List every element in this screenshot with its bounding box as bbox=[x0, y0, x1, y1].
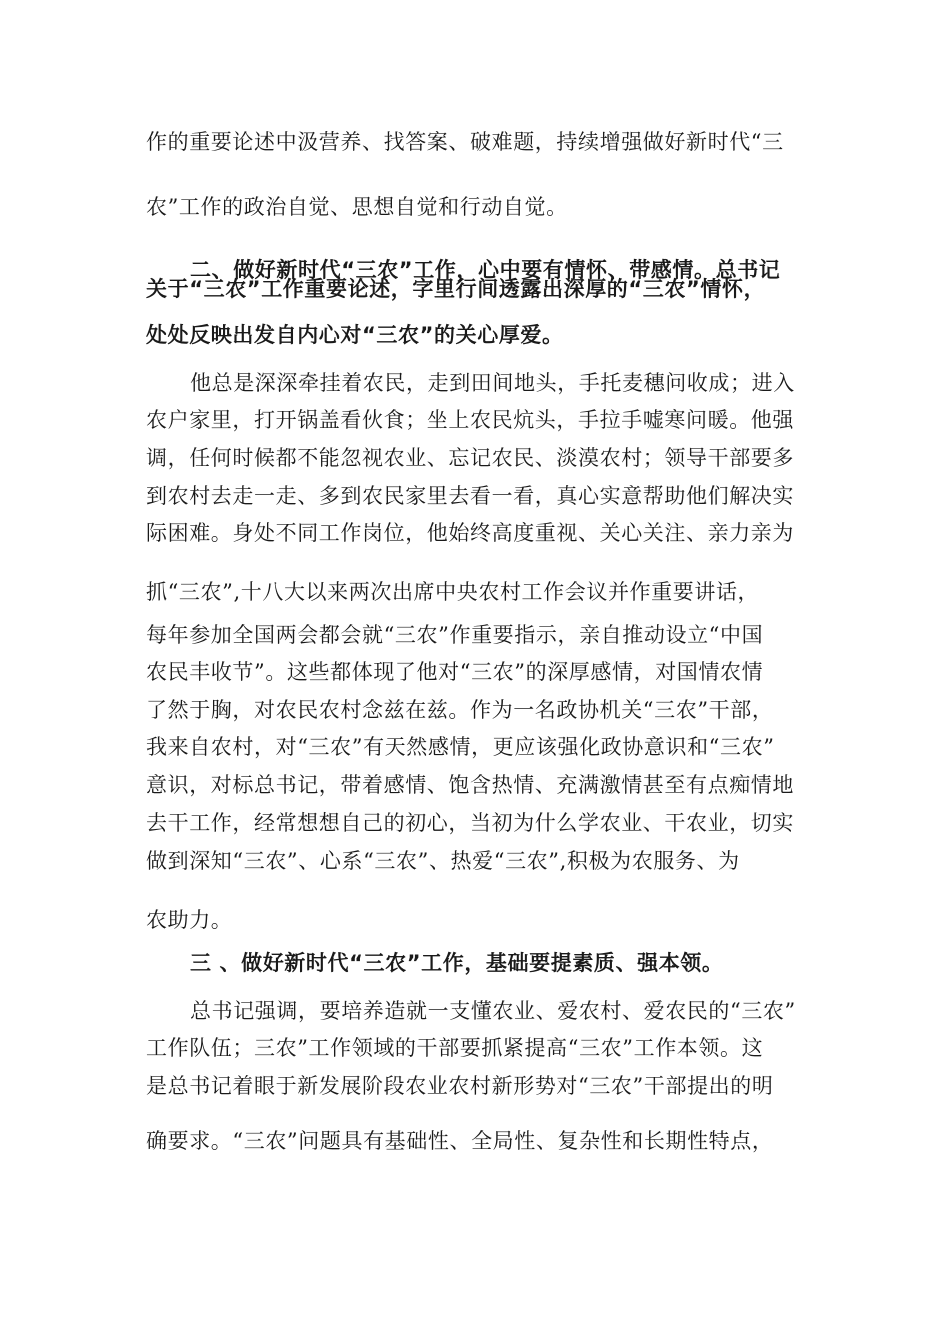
body-line: 际困难。身处不同工作岗位，他始终高度重视、关心关注、亲力亲为 bbox=[146, 521, 794, 545]
section-heading-2-line-3: 处处反映出发自内心对“三农”的关心厚爱。 bbox=[146, 323, 564, 347]
body-line: 是总书记着眼于新发展阶段农业农村新形势对“三农”干部提出的明 bbox=[146, 1074, 774, 1098]
body-line: 到农村去走一走、多到农民家里去看一看，真心实意帮助他们解决实 bbox=[146, 484, 794, 508]
body-line: 工作队伍；三农”工作领域的干部要抓紧提高“三农”工作本领。这 bbox=[146, 1036, 764, 1060]
body-line: 农助力。 bbox=[146, 908, 233, 932]
body-line: 作的重要论述中汲营养、找答案、破难题，持续增强做好新时代“三 bbox=[146, 130, 784, 154]
section-heading-2: 二、做好新时代“三农”工作，心中要有情怀、带感情。总书记 bbox=[190, 258, 781, 282]
body-line: 每年参加全国两会都会就“三农”作重要指示，亲自推动设立“中国 bbox=[146, 623, 764, 647]
body-line: 农”工作的政治自觉、思想自觉和行动自觉。 bbox=[146, 195, 568, 219]
body-line: 意识，对标总书记，带着感情、饱含热情、充满激情甚至有点痴情地 bbox=[146, 773, 794, 797]
body-line: 抓“三农”,十八大以来两次出席中央农村工作会议并作重要讲话， bbox=[146, 580, 760, 604]
body-line: 了然于胸，对农民农村念兹在兹。作为一名政协机关“三农”干部， bbox=[146, 698, 774, 722]
body-line: 确要求。“三农”问题具有基础性、全局性、复杂性和长期性特点， bbox=[146, 1129, 774, 1153]
body-line: 我来自农村，对“三农”有天然感情，更应该强化政协意识和“三农” bbox=[146, 735, 775, 759]
section-heading-2-line-2: 关于“三农”工作重要论述，字里行间透露出深厚的“三农”情怀， bbox=[146, 277, 766, 301]
body-line: 他总是深深牵挂着农民，走到田间地头，手托麦穗问收成；进入 bbox=[190, 371, 795, 395]
body-line: 做到深知“三农”、心系“三农”、热爱“三农”,积极为农服务、为 bbox=[146, 849, 740, 873]
body-line: 总书记强调，要培养造就一支懂农业、爱农村、爱农民的“三农” bbox=[190, 999, 796, 1023]
body-line: 农户家里，打开锅盖看伙食；坐上农民炕头，手拉手嘘寒问暖。他强 bbox=[146, 408, 794, 432]
body-line: 调，任何时候都不能忽视农业、忘记农民、淡漠农村；领导干部要多 bbox=[146, 446, 794, 470]
body-line: 农民丰收节”。这些都体现了他对“三农”的深厚感情，对国情农情 bbox=[146, 660, 764, 684]
body-line: 去干工作，经常想想自己的初心，当初为什么学农业、干农业，切实 bbox=[146, 811, 794, 835]
section-heading-3: 三 、做好新时代“三农”工作，基础要提素质、强本领。 bbox=[190, 951, 724, 975]
